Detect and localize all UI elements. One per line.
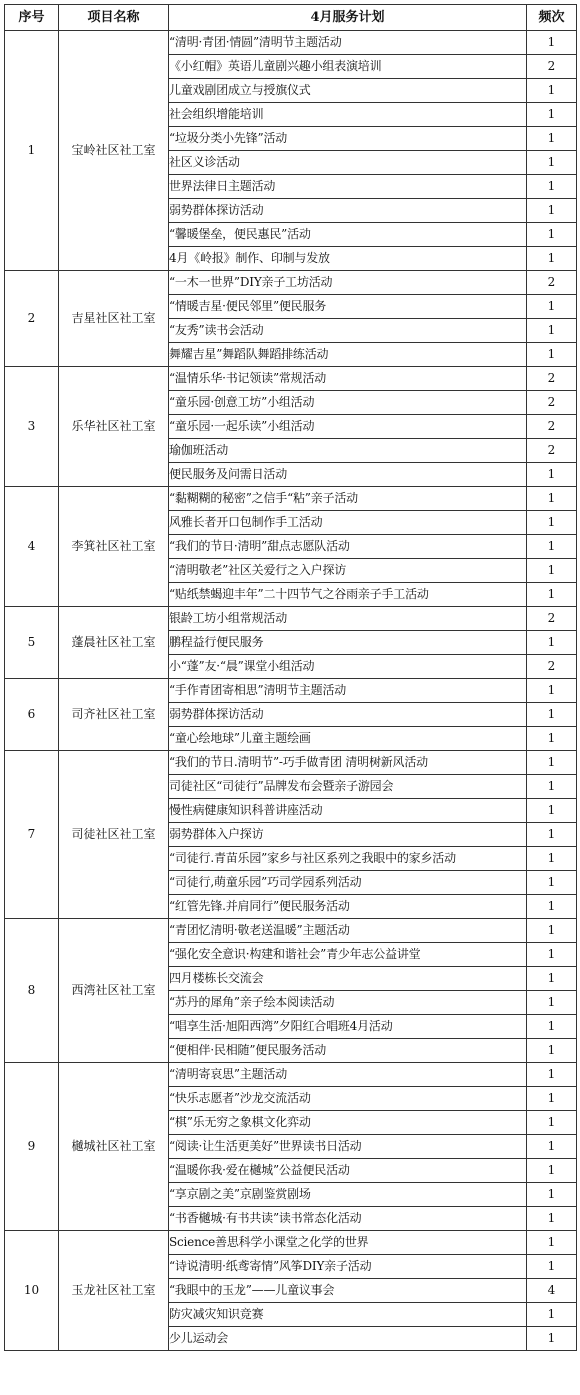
frequency-cell: 1 (527, 247, 577, 271)
group-index: 9 (5, 1063, 59, 1231)
project-name: 樾城社区社工室 (59, 1063, 169, 1231)
activity-cell: 便民服务及问需日活动 (169, 463, 527, 487)
frequency-cell: 1 (527, 775, 577, 799)
activity-cell: 社区义诊活动 (169, 151, 527, 175)
activity-cell: “清明寄哀思”主题活动 (169, 1063, 527, 1087)
activity-cell: 舞耀吉星”舞蹈队舞蹈排练活动 (169, 343, 527, 367)
activity-cell: “童乐园·创意工坊”小组活动 (169, 391, 527, 415)
frequency-cell: 1 (527, 895, 577, 919)
frequency-cell: 1 (527, 679, 577, 703)
activity-cell: 司徒社区“司徒行”品牌发布会暨亲子游园会 (169, 775, 527, 799)
activity-cell: “红管先锋.并肩同行”便民服务活动 (169, 895, 527, 919)
header-frequency: 频次 (527, 5, 577, 31)
activity-cell: “清明敬老”社区关爱行之入户探访 (169, 559, 527, 583)
group-index: 7 (5, 751, 59, 919)
frequency-cell: 2 (527, 415, 577, 439)
group-index: 3 (5, 367, 59, 487)
frequency-cell: 1 (527, 175, 577, 199)
activity-cell: 弱势群体入户探访 (169, 823, 527, 847)
project-name: 玉龙社区社工室 (59, 1231, 169, 1351)
header-index: 序号 (5, 5, 59, 31)
activity-cell: “垃圾分类小先锋”活动 (169, 127, 527, 151)
frequency-cell: 1 (527, 79, 577, 103)
table-row (5, 679, 577, 703)
table-row (5, 487, 577, 511)
frequency-cell: 1 (527, 199, 577, 223)
activity-cell: “快乐志愿者”沙龙交流活动 (169, 1087, 527, 1111)
project-name: 蓬晨社区社工室 (59, 607, 169, 679)
activity-cell: “手作青团寄相思”清明节主题活动 (169, 679, 527, 703)
activity-cell: 瑜伽班活动 (169, 439, 527, 463)
activity-cell: 银龄工坊小组常规活动 (169, 607, 527, 631)
activity-cell: 世界法律日主题活动 (169, 175, 527, 199)
frequency-cell: 1 (527, 823, 577, 847)
header-project: 项目名称 (59, 5, 169, 31)
activity-cell: 慢性病健康知识科普讲座活动 (169, 799, 527, 823)
frequency-cell: 1 (527, 1063, 577, 1087)
frequency-cell: 1 (527, 943, 577, 967)
activity-cell: “享京剧之美”京剧鉴赏剧场 (169, 1183, 527, 1207)
group-index: 5 (5, 607, 59, 679)
activity-cell: 防灾减灾知识竞赛 (169, 1303, 527, 1327)
activity-cell: “馨暖堡垒，便民惠民”活动 (169, 223, 527, 247)
activity-cell: “温情乐华·书记领读”常规活动 (169, 367, 527, 391)
frequency-cell: 4 (527, 1279, 577, 1303)
frequency-cell: 1 (527, 511, 577, 535)
activity-cell: 少儿运动会 (169, 1327, 527, 1351)
activity-cell: “我眼中的玉龙”——儿童议事会 (169, 1279, 527, 1303)
frequency-cell: 1 (527, 1303, 577, 1327)
group-index: 2 (5, 271, 59, 367)
activity-cell: 弱势群体探访活动 (169, 703, 527, 727)
project-name: 宝岭社区社工室 (59, 31, 169, 271)
activity-cell: “唱享生活·旭阳西湾”夕阳红合唱班4月活动 (169, 1015, 527, 1039)
frequency-cell: 1 (527, 1231, 577, 1255)
frequency-cell: 1 (527, 31, 577, 55)
frequency-cell: 1 (527, 1039, 577, 1063)
activity-cell: 社会组织增能培训 (169, 103, 527, 127)
frequency-cell: 1 (527, 583, 577, 607)
table-row (5, 271, 577, 295)
frequency-cell: 1 (527, 223, 577, 247)
frequency-cell: 1 (527, 919, 577, 943)
activity-cell: “便相伴·民相随”便民服务活动 (169, 1039, 527, 1063)
activity-cell: “我们的节日·清明”甜点志愿队活动 (169, 535, 527, 559)
frequency-cell: 1 (527, 1327, 577, 1351)
activity-cell: “贴纸禁蝎迎丰年”二十四节气之谷雨亲子手工活动 (169, 583, 527, 607)
activity-cell: 弱势群体探访活动 (169, 199, 527, 223)
frequency-cell: 1 (527, 319, 577, 343)
frequency-cell: 1 (527, 631, 577, 655)
frequency-cell: 1 (527, 535, 577, 559)
activity-cell: “童乐园·一起乐读”小组活动 (169, 415, 527, 439)
activity-cell: “棋”乐无穷之象棋文化弈动 (169, 1111, 527, 1135)
table-row (5, 751, 577, 775)
project-name: 李箕社区社工室 (59, 487, 169, 607)
table-row (5, 31, 577, 55)
activity-cell: “司徒行.青苗乐园”家乡与社区系列之我眼中的家乡活动 (169, 847, 527, 871)
frequency-cell: 1 (527, 871, 577, 895)
table-row (5, 1063, 577, 1087)
frequency-cell: 2 (527, 55, 577, 79)
project-name: 司徒社区社工室 (59, 751, 169, 919)
frequency-cell: 2 (527, 439, 577, 463)
header-row (5, 5, 577, 31)
frequency-cell: 1 (527, 1135, 577, 1159)
frequency-cell: 2 (527, 367, 577, 391)
frequency-cell: 1 (527, 151, 577, 175)
table-row (5, 1231, 577, 1255)
activity-cell: “强化安全意识·构建和谐社会”青少年志公益讲堂 (169, 943, 527, 967)
frequency-cell: 1 (527, 967, 577, 991)
group-index: 4 (5, 487, 59, 607)
header-plan: 4月服务计划 (169, 5, 527, 31)
frequency-cell: 1 (527, 847, 577, 871)
activity-cell: “阅读·让生活更美好”世界读书日活动 (169, 1135, 527, 1159)
activity-cell: “黏糊糊的秘密”之信手“粘”亲子活动 (169, 487, 527, 511)
frequency-cell: 1 (527, 1087, 577, 1111)
frequency-cell: 1 (527, 799, 577, 823)
activity-cell: “书香樾城·有书共读”读书常态化活动 (169, 1207, 527, 1231)
frequency-cell: 1 (527, 991, 577, 1015)
activity-cell: 风雅长者开口包制作手工活动 (169, 511, 527, 535)
table-row (5, 607, 577, 631)
frequency-cell: 2 (527, 607, 577, 631)
frequency-cell: 1 (527, 1183, 577, 1207)
activity-cell: “童心绘地球”儿童主题绘画 (169, 727, 527, 751)
activity-cell: “我们的节日.清明节”-巧手做青团 清明树新风活动 (169, 751, 527, 775)
activity-cell: 鹏程益行便民服务 (169, 631, 527, 655)
frequency-cell: 1 (527, 1111, 577, 1135)
activity-cell: “友秀”读书会活动 (169, 319, 527, 343)
table-body (5, 31, 577, 1351)
activity-cell: 小“蓬”友·“晨”课堂小组活动 (169, 655, 527, 679)
activity-cell: 四月楼栋长交流会 (169, 967, 527, 991)
activity-cell: “清明·青团·情圆”清明节主题活动 (169, 31, 527, 55)
project-name: 乐华社区社工室 (59, 367, 169, 487)
group-index: 8 (5, 919, 59, 1063)
frequency-cell: 1 (527, 103, 577, 127)
activity-cell: “诗说清明·纸鸢寄情”风筝DIY亲子活动 (169, 1255, 527, 1279)
frequency-cell: 1 (527, 343, 577, 367)
project-name: 司齐社区社工室 (59, 679, 169, 751)
frequency-cell: 1 (527, 295, 577, 319)
activity-cell: 4月《岭报》制作、印制与发放 (169, 247, 527, 271)
frequency-cell: 1 (527, 1255, 577, 1279)
frequency-cell: 1 (527, 1207, 577, 1231)
frequency-cell: 2 (527, 271, 577, 295)
activity-cell: “情暖吉星·便民邻里”便民服务 (169, 295, 527, 319)
activity-cell: “苏丹的犀角”亲子绘本阅读活动 (169, 991, 527, 1015)
frequency-cell: 1 (527, 751, 577, 775)
activity-cell: 儿童戏剧团成立与授旗仪式 (169, 79, 527, 103)
project-name: 西湾社区社工室 (59, 919, 169, 1063)
table-row (5, 919, 577, 943)
group-index: 10 (5, 1231, 59, 1351)
activity-cell: “一木一世界”DIY亲子工坊活动 (169, 271, 527, 295)
frequency-cell: 2 (527, 655, 577, 679)
frequency-cell: 1 (527, 703, 577, 727)
activity-cell: Science善思科学小课堂之化学的世界 (169, 1231, 527, 1255)
frequency-cell: 1 (527, 1159, 577, 1183)
frequency-cell: 1 (527, 1015, 577, 1039)
group-index: 1 (5, 31, 59, 271)
project-name: 吉星社区社工室 (59, 271, 169, 367)
frequency-cell: 2 (527, 391, 577, 415)
table-row (5, 367, 577, 391)
frequency-cell: 1 (527, 727, 577, 751)
service-plan-table (4, 4, 577, 1351)
activity-cell: “司徒行,萌童乐园”巧司学园系列活动 (169, 871, 527, 895)
group-index: 6 (5, 679, 59, 751)
frequency-cell: 1 (527, 127, 577, 151)
activity-cell: 《小红帽》英语儿童剧兴趣小组表演培训 (169, 55, 527, 79)
activity-cell: “青团忆清明·敬老送温暖”主题活动 (169, 919, 527, 943)
frequency-cell: 1 (527, 463, 577, 487)
activity-cell: “温暖你我·爱在樾城”公益便民活动 (169, 1159, 527, 1183)
frequency-cell: 1 (527, 487, 577, 511)
frequency-cell: 1 (527, 559, 577, 583)
